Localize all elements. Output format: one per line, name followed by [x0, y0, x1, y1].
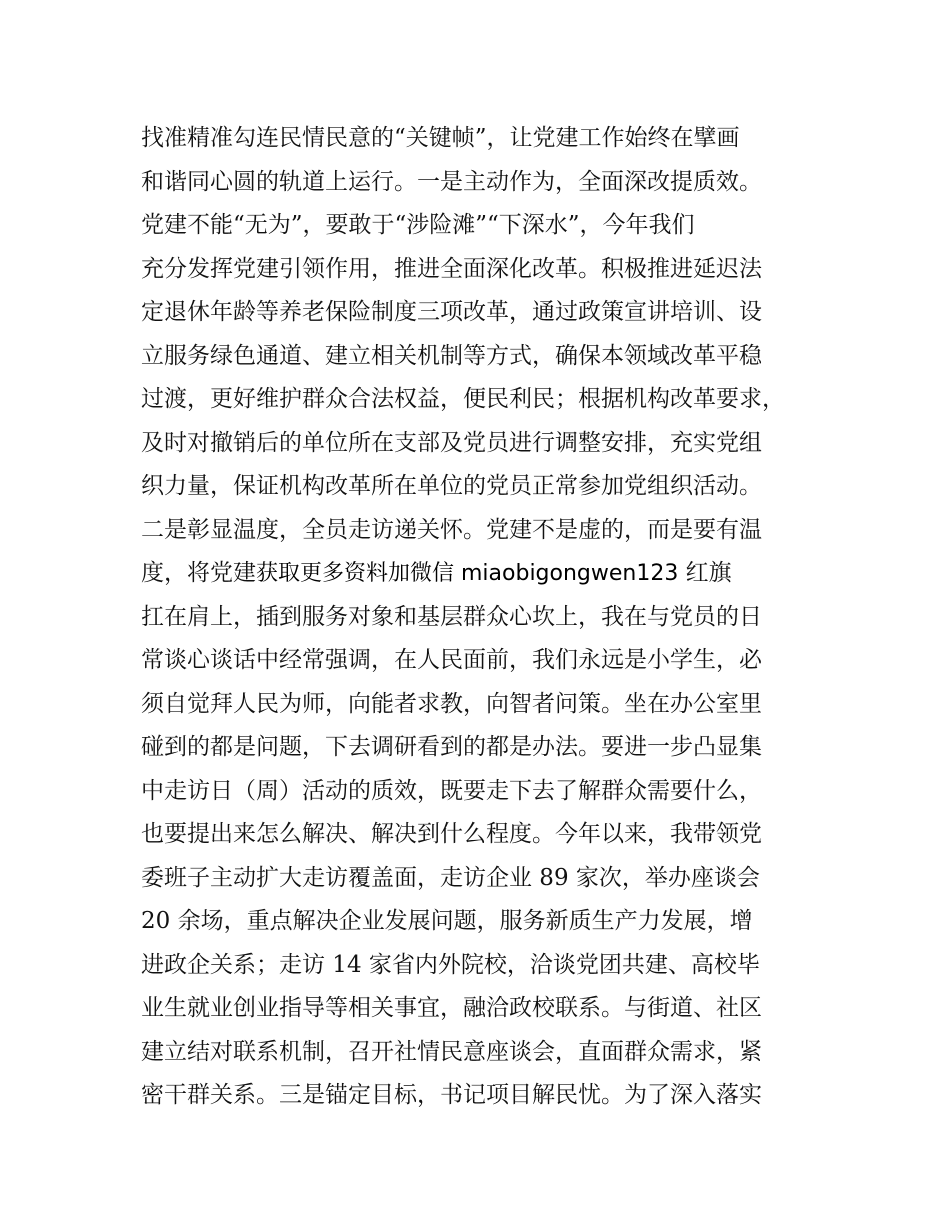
text-segment: 度，将党建	[141, 560, 256, 586]
text-line: 密干群关系。三是锚定目标，书记项目解民忧。为了深入落实	[141, 1082, 762, 1108]
text-line: 碰到的都是问题，下去调研看到的都是办法。要进一步凸显集	[141, 734, 762, 760]
text-line: 二是彰显温度，全员走访递关怀。党建不是虚的，而是要有温	[141, 516, 762, 543]
text-line: 建立结对联系机制，召开社情民意座谈会，直面群众需求，紧	[141, 1038, 762, 1065]
text-line: 业生就业创业指导等相关事宜，融洽政校联系。与街道、社区	[141, 995, 762, 1021]
text-line: 充分发挥党建引领作用，推进全面深化改革。积极推进延迟法	[141, 255, 762, 282]
text-segment: 红旗	[678, 560, 732, 586]
text-line: 党建不能“无为”，要敢于“涉险滩”“下深水”，今年我们	[141, 212, 695, 238]
text-line: 和谐同心圆的轨道上运行。一是主动作为，全面深改提质效。	[141, 168, 762, 195]
text-line-with-watermark	[141, 552, 841, 596]
text-line: 定退休年龄等养老保险制度三项改革，通过政策宣讲培训、设	[141, 299, 762, 325]
text-line: 找准精准勾连民情民意的“关键帧”，让党建工作始终在擘画	[141, 125, 740, 151]
text-line: 须自觉拜人民为师，向能者求教，向智者问策。坐在办公室里	[141, 690, 762, 717]
text-line: 及时对撤销后的单位所在支部及党员进行调整安排，充实党组	[141, 429, 762, 456]
body-text	[141, 117, 841, 1118]
text-line: 委班子主动扩大走访覆盖面，走访企业 89 家次，举办座谈会	[141, 864, 760, 891]
text-line: 常谈心谈话中经常强调，在人民面前，我们永远是小学生，必	[141, 647, 762, 673]
text-line: 织力量，保证机构改革所在单位的党员正常参加党组织活动。	[141, 473, 762, 499]
watermark-text: 获取更多资料加微信 miaobigongwen123	[256, 561, 679, 586]
text-line: 立服务绿色通道、建立相关机制等方式，确保本领域改革平稳	[141, 342, 762, 369]
text-line: 也要提出来怎么解决、解决到什么程度。今年以来，我带领党	[141, 821, 762, 847]
text-line: 过渡，更好维护群众合法权益，便民利民；根据机构改革要求，	[141, 386, 785, 412]
text-line: 扛在肩上，插到服务对象和基层群众心坎上，我在与党员的日	[141, 603, 762, 630]
text-line: 20 余场，重点解决企业发展问题，服务新质生产力发展，增	[141, 908, 753, 934]
text-line: 进政企关系；走访 14 家省内外院校，洽谈党团共建、高校毕	[141, 951, 760, 978]
text-line: 中走访日（周）活动的质效，既要走下去了解群众需要什么，	[141, 777, 762, 804]
